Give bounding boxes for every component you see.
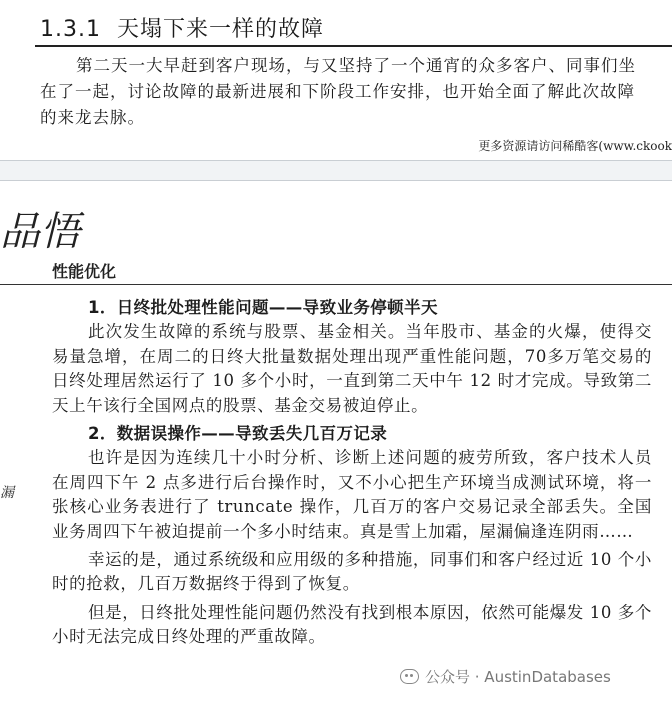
intro-paragraph: 第二天一大早赶到客户现场，与又坚持了一个通宵的众多客户、同事们坐在了一起，讨论故障的最新进展和下阶段工作安排，也开始全面了解此次故障的来龙去脉。 xyxy=(40,56,636,127)
brand-calligraphy: 品悟 xyxy=(0,209,80,255)
page-gap-top-border xyxy=(0,160,672,161)
article-body xyxy=(52,296,652,650)
but-paragraph: 但是，日终批处理性能问题仍然没有找到根本原因，依然可能爆发 10 多个小时无法完成日终处理的严重故障。 xyxy=(52,602,652,647)
page-gap-bottom-border xyxy=(0,180,672,181)
page-gap xyxy=(0,160,672,180)
wechat-icon xyxy=(400,669,419,684)
issue1-text: 此次发生故障的系统与股票、基金相关。当年股市、基金的火爆，使得交易量急增，在周二的日终大批量数据处理出现严重性能问题，70多万笔交易的日终处理居然运行了 10 多个小时，一直到第二天中午 12 时才完成。导致第二天上午该行全国网点的股票、基金交易被迫停止。 xyxy=(52,322,652,415)
watermark-text: 公众号 · AustinDatabases xyxy=(425,668,611,686)
resource-ad-text: 更多资源请访问稀酷客(www.ckook xyxy=(478,139,672,153)
lucky-paragraph: 幸运的是，通过系统级和应用级的多种措施，同事们和客户经过近 10 个小时的抢救，几百万数据终于得到了恢复。 xyxy=(52,550,652,594)
chapter-rule xyxy=(0,284,672,285)
section-title: 天塌下来一样的故障 xyxy=(116,17,324,42)
issue2-heading: 2．数据误操作——导致丢失几百万记录 xyxy=(88,424,388,444)
watermark xyxy=(400,666,611,687)
issue1-heading: 1．日终批处理性能问题——导致业务停顿半天 xyxy=(88,298,438,317)
section-number: 1.3.1 xyxy=(40,17,101,42)
chapter-label: 性能优化 xyxy=(52,262,117,281)
issue2-text: 也许是因为连续几十小时分析、诊断上述问题的疲劳所致，客户技术人员在周四下午 2 点多进行后台操作时，又不小心把生产环境当成测试环境，将一张核心业务表进行了 truncate 操作，几百万的客户交易记录全部丢失。全国业务周四下午被迫提前一个多小时结束。真是雪上加霜，屋漏偏逢连阴雨…… xyxy=(52,448,652,541)
section-rule xyxy=(35,45,672,47)
section-heading xyxy=(40,12,324,43)
margin-note: 漏 xyxy=(0,485,14,501)
